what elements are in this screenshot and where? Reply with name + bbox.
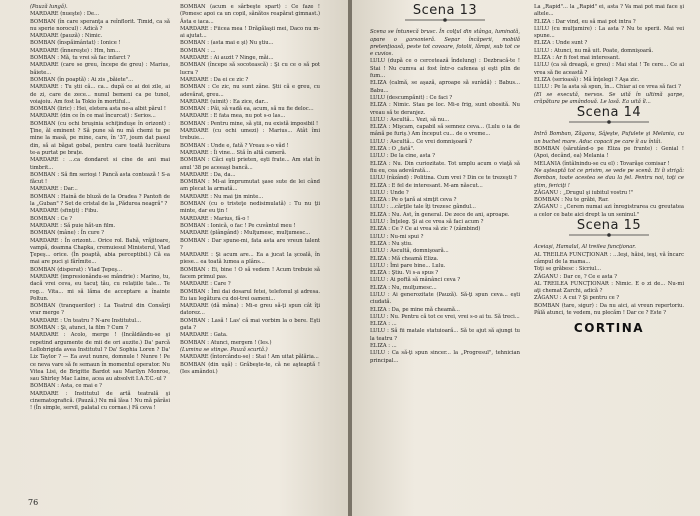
dialogue-paragraph: (Pauză lungă).: [30, 4, 68, 10]
dialogue-paragraph: LULU : Ascultă... Vezi, să nu...: [370, 116, 450, 123]
dialogue-paragraph: BOMBAN : Mi-ai împrumutat şase sute de lei când am plecat la armată...: [180, 179, 320, 193]
left-page: [0, 0, 348, 516]
dialogue-paragraph: ELIZA : Pe o ţară ai simţit ceva ?: [370, 197, 457, 204]
dialogue-paragraph: LULU : ...cărţile tale îţi trezesc gândul...: [370, 204, 476, 211]
dialogue-paragraph: LULU : Să fii matale statuioară... Să te ajut să ajungi tu la teatru ?: [370, 328, 520, 342]
dialogue-paragraph: MARDARE : Şi acum are... Ea a jucat la şcoală, în piese... ea toată lumea a plâns...: [180, 252, 320, 266]
dialogue-paragraph: LULU : Pe la asta să spun, în... Chiar ai ce vrea să faci ?: [534, 84, 681, 91]
dialogue-paragraph: BOMBAN : Unde e, fată ? Vreau s-o văd !: [180, 142, 289, 149]
dialogue-paragraph: LULU : Ai generozitate (Pauză). Să-ţi spun ceva... eşti ciudată.: [370, 291, 520, 306]
dialogue-paragraph: Toţi se grăbesc : Sicriul...: [534, 266, 602, 273]
dialogue-paragraph: BOMBAN : Ce zic, nu sunt zâne. Ştii că e greu, cu adevărat, greu...: [180, 84, 320, 98]
dialogue-paragraph: BOMBAN : Mă, tu vrei să fac infarct ?: [30, 55, 131, 62]
dialogue-paragraph: BOMBAN : Lasă ! Las' că mai vorbim la o bere. Eşti gata ?: [180, 317, 320, 332]
dialogue-paragraph: MARDARE (care se greu, începe de greu) : Marius, băiete...: [30, 62, 170, 76]
dialogue-paragraph: LULU : Înţeleg. Şi ai ce vrea să faci acum ?: [370, 219, 484, 226]
dialogue-paragraph: MARDARE : Dar...: [30, 186, 78, 193]
dialogue-paragraph: BOMBAN (acum e sârbeşte spart) : Ce faze ! (Pomesc apoi ca un copil, sănătos reapărat gimnast.) Ăsta e iaca...: [180, 4, 320, 25]
dialogue-paragraph: ELIZA : Mişcam, capabil să semnez ceva... (Lulu o ia de mână pe furiş.) Am început cu... de o vreme...: [370, 124, 520, 138]
dialogue-paragraph: Scena se întunecă brusc. În colţul din stânga, luminată, apare o garsonieră. Separ încăperii, mobilă pretenţioasă, peste tot covoare, fotolii, lămpi, sub tot ce e cuvios.: [370, 29, 520, 58]
dialogue-paragraph: ELIZA : ...: [370, 321, 397, 328]
dialogue-paragraph: BOMBAN : Atunci, mergem ! (Ies.): [180, 339, 272, 346]
dialogue-paragraph: MARDARE : Da ei ce zic ?: [180, 76, 249, 83]
dialogue-paragraph: LULU : Ai poftă să mânânci ceva ?: [370, 277, 461, 284]
dialogue-paragraph: ELIZA : Unde sunt ?: [534, 40, 588, 47]
dialogue-paragraph: BOMBAN : Ce ?: [30, 215, 73, 222]
dialogue-paragraph: BOMBAN : Îmi dai dosarul fetei, telefonul şi adresa. Eu iau legătura cu doi-trei oameni...: [180, 288, 320, 302]
dialogue-paragraph: BOMBAN : Nu te grăbi, Rar.: [534, 197, 609, 204]
dialogue-paragraph: ZĂGANU : Dar ce, ? Ce e asta ?: [534, 273, 618, 280]
dialogue-paragraph: BOMBAN (mâne) : În cure ?: [30, 230, 105, 237]
dialogue-paragraph: ELIZA : Nu. Ast, în general. De zece de ani, aproape.: [370, 211, 510, 218]
dialogue-paragraph: MARDARE (nueşte) : De...: [30, 11, 100, 18]
dialogue-paragraph: Intră Bomban, Zăganu, Sâjeşte, Pufulete şi Melania, cu un buchet mare. Aduc copacii pe care îi au întâi.: [534, 131, 684, 145]
dialogue-paragraph: MARDARE : E fata mea, nu pot s-o las...: [180, 113, 286, 120]
dialogue-paragraph: Aceiaşi, Hamalul, Al treilea funcţionar.: [534, 244, 636, 251]
dialogue-paragraph: MARDARE (sfinţit) : Fibu.: [30, 208, 99, 215]
dialogue-paragraph: BOMBAN (cu o tristeţe nedisimulată) : Tu nu ţii minte, dar eu ţin !: [180, 201, 320, 215]
dialogue-paragraph: ELIZA : Ştiu. Vi s-a spus ?: [370, 270, 439, 277]
dialogue-paragraph: ELIZA : ...: [370, 343, 397, 350]
dialogue-paragraph: ELIZA : E fel de interesant. M-am născut...: [370, 182, 483, 189]
left-page-column-2: [180, 4, 320, 376]
dialogue-paragraph: MARDARE : Care ?: [180, 281, 231, 288]
dialogue-paragraph: MARDARE (pauză) : Nimic.: [30, 33, 103, 40]
dialogue-paragraph: ELIZA (serioasă) : Mă înţelegi ? Aşa zic.: [534, 76, 640, 83]
dialogue-paragraph: LULU : Ca să-ţi spun sincer... la „Progresul", tehnician principal...: [370, 350, 520, 364]
dialogue-paragraph: BOMBAN : Ionică, o fac ! Pe cuvântul meu !: [180, 222, 296, 229]
dialogue-paragraph: ELIZA : Dar vind, eu să mai pot intra ?: [534, 18, 636, 25]
dialogue-paragraph: MARDARE (uimit) : Ea zice, dar...: [180, 98, 269, 105]
dialogue-paragraph: LULU : Ascultă, domnişoară...: [370, 248, 449, 255]
dialogue-paragraph: LULU (râzând) : Politina. Cum vrei ? Din ce te trezeşti ?: [370, 175, 517, 182]
dialogue-paragraph: ELIZA (calmă, se aşază, aproape să surâdă) : Babus... Babu...: [370, 80, 520, 94]
dialogue-paragraph: MARDARE (din ce în ce mai încurcat) : Serios...: [30, 113, 156, 120]
dialogue-paragraph: MARDARE (plângând) : Mulţumesc, mulţumesc...: [180, 230, 311, 237]
right-page: [352, 0, 700, 516]
dialogue-paragraph: BOMBAN (tranquerilor) : La Teatrul din Consărji vrar merge ?: [30, 303, 170, 317]
dialogue-paragraph: MARDARE : Tu ştii că... ca... după ce ai doi zile, ai de zi, care de zece... nunul bemeni ca pe tunol, voiajoiu. Am fost la Tokio în mortiful...: [30, 84, 170, 105]
dialogue-paragraph: ELIZA : Nu, mulţumesc...: [370, 284, 437, 291]
dialogue-paragraph: MARDARE : Îi vine... Stă în altă cameră.: [180, 149, 287, 156]
dialogue-paragraph: BOMBAN (cu ochi bruşinia schiţinduşe în orizont) : Ţine, ăl eminent ? Să pune să nu mă chemi tu pe mine la masă, pe mine, care, în '37, joum dat pasul din, să ai băgat gobal, pentru care toată lucrătura te-a purtat pe brațe.: [30, 120, 170, 156]
dialogue-paragraph: ELIZA : O „fată".: [370, 146, 415, 153]
dialogue-paragraph: ELIZA : Da, pe mine mă cheamă...: [370, 306, 460, 313]
dialogue-paragraph: MARDARE : În orizont... Orice rol. Bahă, vrăjitoare, vampă, doamna Chapka, cremuiesul Ministerul, Vlad Ţepeş... orice. (În poaptă, abia perceptibil.) Că ea mai are puci şi fărîmite...: [30, 237, 170, 266]
dialogue-paragraph: BOMBAN : Asta, ce mai e ?: [30, 383, 102, 390]
dialogue-paragraph: MARDARE (impresionându-se mândrie) : Marino, tu, dacă vrei ceva, eu tacuţ tău, cu relațiile tale... Te rog... Vita... mi să lăma de acceptare a înainte Poltun.: [30, 273, 170, 302]
dialogue-paragraph: BOMBAN : Dar spune-mi, fata asta are vreun talent ?: [180, 237, 320, 251]
dialogue-paragraph: MARDARE (întorcându-se) : Stai ! Am uitat pălăria...: [180, 354, 319, 361]
dialogue-paragraph: BOMBAN (sărutând-o pe Eliza pe frunte) : Genial ! (Apoi, decând, ea) Melania !: [534, 146, 684, 160]
dialogue-paragraph: MARDARE : Să puie hăt-un film.: [30, 222, 116, 229]
dialogue-paragraph: LULU : Nu-mi spui ?: [370, 233, 424, 240]
dialogue-paragraph: MARDARE : Fiicea mea ! Drăgălaşii mei, Daco nu m-ai ajutat...: [180, 25, 320, 40]
dialogue-paragraph: MARDARE : Da, da...: [180, 171, 236, 178]
dialogue-paragraph: BOMBAN : Hainâ de bluză de la Oradea ? Pantofi de la „Guban" ? Set de cristal de la „Pădurea neagră" ?: [30, 193, 170, 208]
dialogue-paragraph: MARDARE : Institutul de artă teatrală şi cinematografică. (Pauză.) Nu mă lăsa ! Nu mă părăsi ! (În simple, servil, palatal cu cornae.) Fă ceva !: [30, 390, 170, 412]
dialogue-paragraph: (El se execută, nervos. Se uită în ultimă şarpe, crăpătura pe amândouă. Le lasă. Ea uită îl...: [534, 91, 684, 105]
dialogue-paragraph: (Lumina se stinge. Pauză scurtă.): [180, 346, 268, 353]
dialogue-paragraph: ELIZA : Ar fi fost mai interesant.: [534, 55, 620, 62]
dialogue-paragraph: BOMBAN : ...: [180, 47, 216, 54]
dialogue-paragraph: AL TREILEA FUNCŢIONAR : Nimic. E o zi de... Nu-mi aţi chemat Zarchi, adică ?: [534, 280, 684, 295]
closing-curtain-label: CORTINA: [573, 321, 645, 336]
dialogue-paragraph: BOMBAN (în poaptă) : Ai zis „băiete"...: [30, 76, 134, 83]
dialogue-paragraph: La „Rapid"... la „Rapid" ei, asta ? Va mai pot mai face şi altele...: [534, 4, 684, 18]
dialogue-paragraph: ZĂGANU : „Drugul şi iubitul vostru !": [534, 189, 634, 196]
dialogue-paragraph: BOMBAN (tare, sigur) : Da nu aici, ai vreun repertoriu. Pâlă atunci, te vedem, nu plecăm ! Dar ce ? Este ?: [534, 302, 684, 316]
dialogue-paragraph: BOMBAN : Să fim serioşi ! Pancă asta contează ! S-a făcut !: [30, 171, 170, 186]
dialogue-paragraph: LULU : Unde ?: [370, 189, 409, 196]
scene-13-heading: Scena 13: [412, 3, 478, 18]
dialogue-paragraph: MARDARE (cu ochi umezi) : Marius... Atât îmi trebuie...: [180, 128, 320, 142]
page-number: 76: [28, 498, 39, 507]
dialogue-paragraph: BOMBAN (înspăimântat) : Ionice !: [30, 40, 121, 47]
dialogue-paragraph: ELIZA : Nimic. Stau pe loc. Mi-e frig, sunt obosită. Nu vreau să te deranjez.: [370, 102, 520, 116]
dialogue-paragraph: BOMBAN (disperat) : Vlad Ţepeş...: [30, 266, 122, 273]
right-page-column-2: [534, 4, 684, 336]
scene-15-heading: Scena 15: [576, 218, 642, 234]
dialogue-paragraph: MARDARE : ...ca dondaret si cine de ani mai timbrit...: [30, 157, 170, 171]
dialogue-paragraph: MARDARE : Nu mai ţin minte...: [180, 193, 264, 200]
scene-14-heading: Scena 14: [576, 105, 642, 121]
dialogue-paragraph: MARDARE : Marius, fă-o !: [180, 215, 250, 222]
dialogue-paragraph: ZĂGANU : A cui ? Şi pentru ce ?: [534, 295, 620, 302]
dialogue-paragraph: MARDARE : Ai auzit ? Ninge, măi...: [180, 55, 274, 62]
dialogue-paragraph: LULU : Ascultă... Ce vrei domnişoară ?: [370, 138, 472, 145]
dialogue-paragraph: LULU (cu mulţumire) : La asta ? Nu te sperii. Mai vei spune...: [534, 25, 684, 40]
dialogue-paragraph: ZĂGANU : „Cerem numai azi înregistrarea cu greutatea a celor ce bate aici drept la un seninul.": [534, 204, 684, 218]
dialogue-paragraph: LULU (descumpănit) : Ce faci ?: [370, 94, 453, 101]
dialogue-paragraph: BOMBAN : Căci eşti prieten, eşti frate... Am stat în anul '38 pe aceeaşi bancă...: [180, 157, 320, 171]
dialogue-paragraph: MELANIA (întâlnindu-se cu el) : Tovarăşe comisar !: [534, 160, 670, 167]
dialogue-paragraph: BOMBAN : Păi, să vadă ea, acum, să nu fie deloc...: [180, 106, 314, 113]
left-page-column-1: [30, 4, 170, 413]
dialogue-paragraph: BOMBAN : Ei, bine ! O să vedem ! Acum trebuie să facem primul pas.: [180, 266, 320, 280]
dialogue-paragraph: LULU (ca să dreagă, e greu) : Mai stai ! Te cere... Ce ai vrea să fie această ?: [534, 62, 684, 76]
dialogue-paragraph: LULU : Atunci, nu mă uit. Poate, domnişoară.: [534, 47, 654, 54]
dialogue-paragraph: MARDARE (dă mâna) : Mi-e greu să-ţi spun cât îţi datorez...: [180, 303, 320, 317]
dialogue-paragraph: BOMBAN (începe să socotească) : Şi cu ce o să pot lucra ?: [180, 62, 320, 76]
dialogue-paragraph: LULU : Îmi pare bine... Lulu.: [370, 262, 446, 269]
dialogue-paragraph: LULU : Nu. Pentru că tot ce vrei, vrei s-o ai tu. Să treci...: [370, 313, 520, 320]
right-page-column-1: [370, 4, 520, 365]
dialogue-paragraph: AL TREILEA FUNCŢIONAR : ...Ieşi, hăisi, ieşi, vă încarc câmpul de la mama...: [534, 251, 684, 265]
dialogue-paragraph: ELIZA : Mă cheamă Eliza.: [370, 255, 439, 262]
dialogue-paragraph: BOMBAN : (asta mai e şi) Nu ştiu...: [180, 40, 274, 47]
dialogue-paragraph: ELIZA : Nu știu.: [370, 240, 413, 247]
dialogue-paragraph: BOMBAN (în care speranţa a reînflorit. Timid, ca să nu sperie norocul) : Adică ?: [30, 18, 170, 32]
dialogue-paragraph: MARDARE : Un teatru ? N-are Institutul...: [30, 317, 142, 324]
dialogue-paragraph: MARDARE (înnereşte) : Hm, hm...: [30, 47, 121, 54]
dialogue-paragraph: BOMBAN (din uşă) : Grăbeşte-te, că ne aşteaptă ! (Ies amândoi.): [180, 361, 320, 375]
dialogue-paragraph: MARDARE : Acolo, merge ! (Incăldăndu-se şi repetind argumente de mii de ori auzite.) Da' parcă Lollobrigida avea Institutul ? Da' Sophia Loren ? Da' Liz Taylor ? — Ea avut nunre, domnule ! Nunre ! Pe ce neva vare să fe semaun în momentul operator. Nu Vitea Lisi, de Brigitte Bardot sau Marilyn Monroe, sau Shirley Mac Laine, acea au absolvit I.A.T.C.-ul ?: [30, 332, 170, 383]
dialogue-paragraph: BOMBAN : Pentru mine, să ştii, nu există imposibil !: [180, 120, 319, 127]
dialogue-paragraph: LULU : De la cine, asta ?: [370, 153, 436, 160]
dialogue-paragraph: BOMBAN : Şi, atunci, la film ? Cum ?: [30, 325, 129, 332]
dialogue-paragraph: ELIZA : Nu. Din curiozitate. Tot umplu acum o viaţă să fiu eu, cea adevărată...: [370, 160, 520, 174]
dialogue-paragraph: ELIZA : Ce ? Ce ai vrea să zic ? (zâmbind): [370, 226, 481, 233]
dialogue-paragraph: MARDARE : Gata.: [180, 332, 228, 339]
dialogue-paragraph: LULU (după ce o cercetează îndelung) : Dezbracă-te ! Stai ! Nu cumva ai fost într-o cafenea şi eşti plin de fum...: [370, 58, 520, 80]
dialogue-paragraph: BOMBAN (liric) : Hei, eletera asta ne-a albit părul !: [30, 106, 166, 113]
dialogue-paragraph: Ne aşteaptă tot ce privim, se vede pe scenă. Ei îi strigă: Bomban, toate acestea se dau la fel. Pentru noi, toţi ce ştim, fericiţi !: [534, 167, 684, 189]
